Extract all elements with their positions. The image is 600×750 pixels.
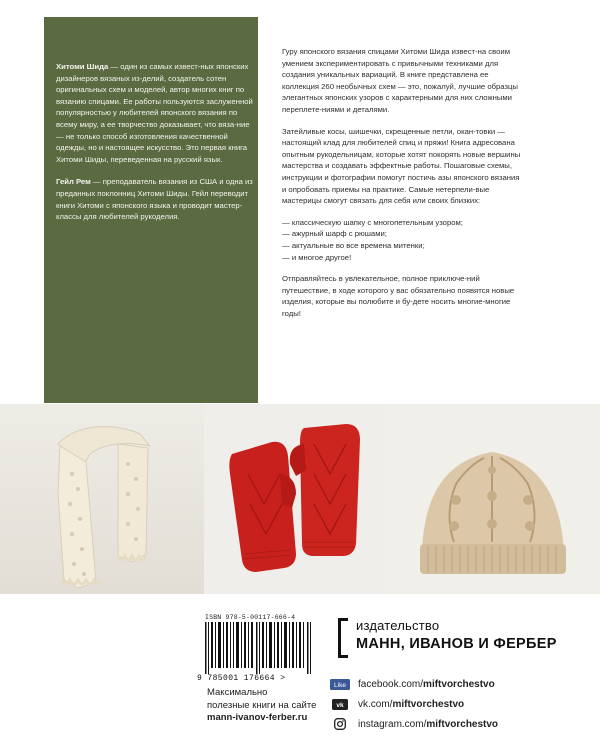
author1-name: Хитоми Шида — [56, 62, 109, 71]
instagram-prefix: instagram.com/ — [358, 718, 427, 730]
list-item: — актуальные во все времена митенки; — [282, 240, 425, 250]
facebook-prefix: facebook.com/ — [358, 678, 424, 690]
author2-bio — [56, 176, 256, 222]
website-link[interactable]: mann-ivanov-ferber.ru — [207, 712, 308, 723]
website-promo — [207, 687, 347, 725]
description-paragraph-3: Отправляйтесь в увлекательное, полное приключе-ний путешествие, в ходе которого у вас обязательно появятся новые изделия, которые вы полюбите и бу-дете носить многие-многие годы! — [282, 274, 515, 318]
mittens-photo — [204, 404, 384, 594]
facebook-handle: miftvorchestvo — [423, 678, 495, 690]
social-links — [330, 674, 590, 734]
author2-name: Гейл Рем — [56, 177, 91, 187]
barcode-icon — [205, 622, 315, 674]
vk-icon — [330, 698, 350, 710]
list-item: — ажурный шарф с рюшами; — [282, 229, 387, 239]
promo-line-1: Максимально — [207, 687, 268, 698]
vk-prefix: vk.com/ — [358, 698, 393, 710]
description-paragraph-2: Затейливые косы, шишечки, скрещенные петли, окан-товки — настоящий клад для любителей спиц и пряжи! Книга адресована опытным рукодельницам, которые хотят покорять новые вершины мастерства и создавать эффектные работы. Пошаговые схемы, инструкции и фотографии помогут постичь азы японского вязания и опробовать приемы на практике. Самые нетерпели-вые мастерицы смогут связать для себя или своих близких: — [282, 126, 521, 206]
back-cover-bottom — [0, 594, 600, 750]
list-item: — классическую шапку с многопетельным узором; — [282, 217, 463, 227]
projects-list — [282, 217, 522, 263]
author-bio-panel — [44, 17, 258, 403]
isbn-label: ISBN 978-5-00117-666-4 — [205, 614, 296, 621]
instagram-handle: miftvorchestvo — [426, 718, 499, 730]
facebook-like-icon — [330, 678, 350, 690]
author2-text: — преподаватель вязания из США и одна из преданных поклонниц Хитоми Шиды. Гейл переводит книги Хитоми с японского языка и проводит мастер-классы для любителей рукоделия. — [56, 177, 253, 222]
list-item: — и многое другое! — [282, 252, 352, 262]
barcode-number: 9 785001 176664 > — [197, 674, 286, 683]
publisher-label: издательство — [356, 618, 440, 633]
social-link-vk[interactable] — [330, 694, 590, 714]
scarf-photo — [0, 404, 204, 594]
author1-text: — один из самых извест-ных японских дизайнеров вязаных из-делий, создатель сотен оригинальных схем и моделей, автор многих книг по вязанию спицами. Ее работы пользуются заслуженной популярностью у любителей японского вязания по всему миру, а ее творчество доказывает, что вяза-ние — не только способ изготовления качественной одежды, но и настоящее искусство. Это первая книга Хитоми Шиды, переведенная на русский язык. — [56, 62, 253, 164]
social-link-instagram[interactable] — [330, 714, 590, 734]
svg-text:vk: vk — [336, 701, 344, 709]
publisher-name: МАНН, ИВАНОВ И ФЕРБЕР — [356, 636, 557, 652]
promo-line-2: полезные книги на сайте — [207, 699, 317, 711]
book-description — [282, 46, 522, 329]
author-bio-text — [56, 61, 256, 234]
author1-bio — [56, 61, 256, 165]
photo-strip — [0, 404, 600, 594]
social-link-facebook[interactable] — [330, 674, 590, 694]
vk-handle: miftvorchestvo — [392, 698, 465, 710]
hat-photo — [384, 404, 600, 594]
instagram-icon — [330, 718, 350, 730]
publisher-bracket-icon — [338, 618, 348, 658]
description-paragraph-1: Гуру японского вязания спицами Хитоми Шида извест-на своим умением экспериментировать с привычными техниками для создания уникальных вариаций. В книге представлена ее коллекция 260 необычных схем — это, пожалуй, лучшие образцы элегантных японских узоров с характерными для них сложными переплете-ниями и деталями. — [282, 47, 518, 114]
svg-text:Like: Like — [334, 681, 346, 689]
